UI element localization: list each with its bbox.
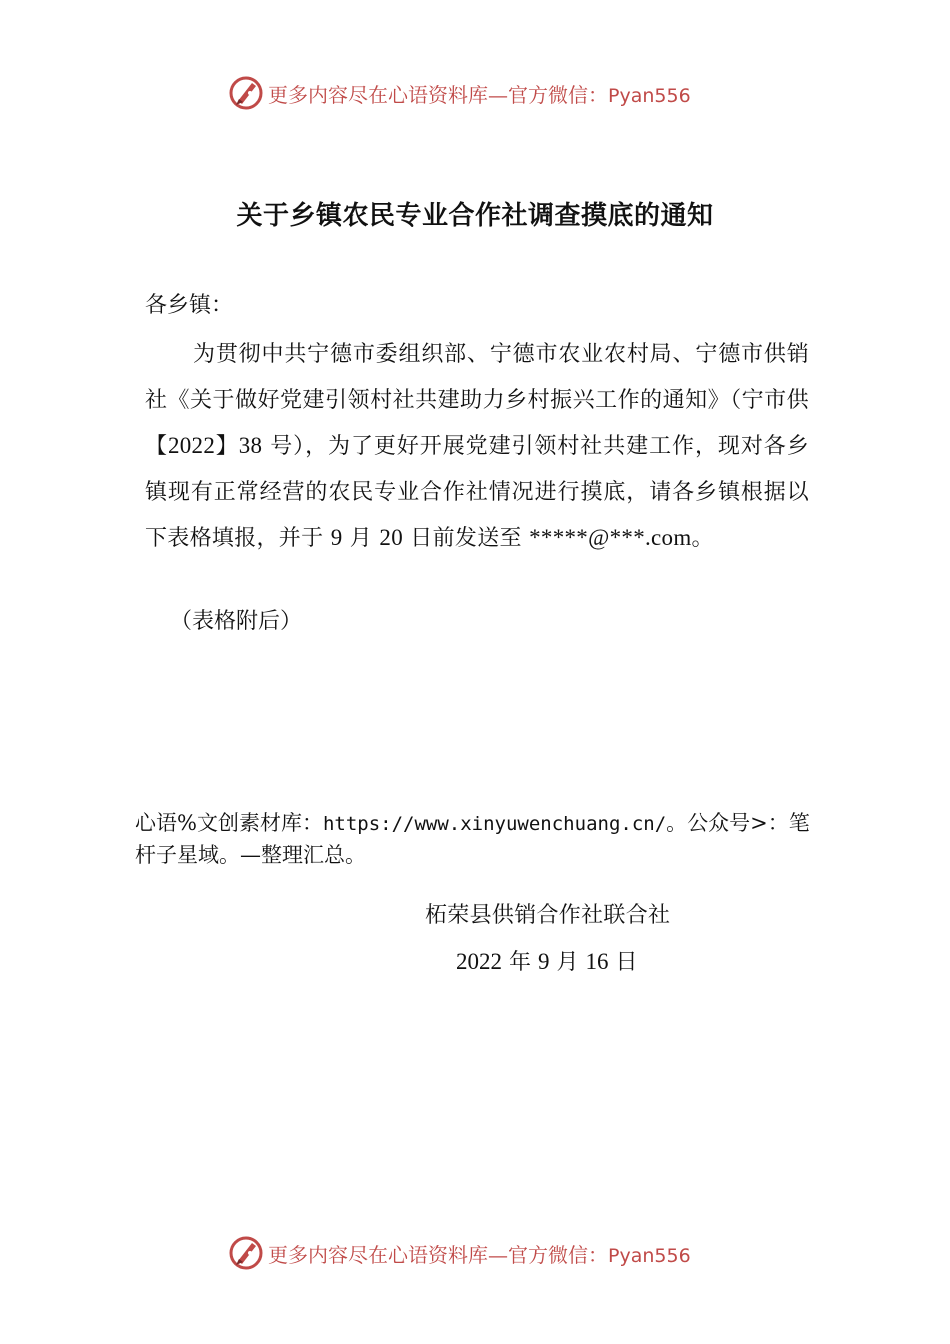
watermark-text: 更多内容尽在心语资料库—官方微信：Pyan556	[268, 1242, 691, 1267]
email-address: *****@***.com	[529, 525, 692, 550]
document-title: 关于乡镇农民专业合作社调查摸底的通知	[236, 201, 714, 231]
pen-logo-icon	[228, 1235, 264, 1271]
watermark-wechat-id: Pyan556	[608, 84, 691, 107]
source-url: https://www.xinyuwenchuang.cn/	[322, 813, 667, 835]
attachment-note: （表格附后）	[170, 609, 303, 634]
signature-org: 柘荣县供销合作社联合社	[425, 903, 671, 928]
source-note: 心语%文创素材库：https://www.xinyuwenchuang.cn/。公众号>：笔杆子星域。—整理汇总。	[135, 811, 810, 867]
watermark-bottom	[228, 1233, 691, 1273]
signature-date: 2022 年 9 月 16 日	[456, 949, 638, 975]
watermark-wechat-id: Pyan556	[608, 1244, 691, 1267]
watermark-text: 更多内容尽在心语资料库—官方微信：Pyan556	[268, 82, 691, 107]
body-paragraph: 为贯彻中共宁德市委组织部、宁德市农业农村局、宁德市供销社《关于做好党建引领村社共建助力乡村振兴工作的通知》（宁市供【2022】38 号），为了更好开展党建引领村社共建工作，现对各乡镇现有正常经营的农民专业合作社情况进行摸底，请各乡镇根据以下表格填报，并于 9 月 20 日前发送至 *****@***.com。	[145, 342, 809, 551]
pen-logo-icon	[228, 75, 264, 111]
watermark-top	[228, 73, 691, 113]
salutation: 各乡镇：	[145, 293, 234, 318]
